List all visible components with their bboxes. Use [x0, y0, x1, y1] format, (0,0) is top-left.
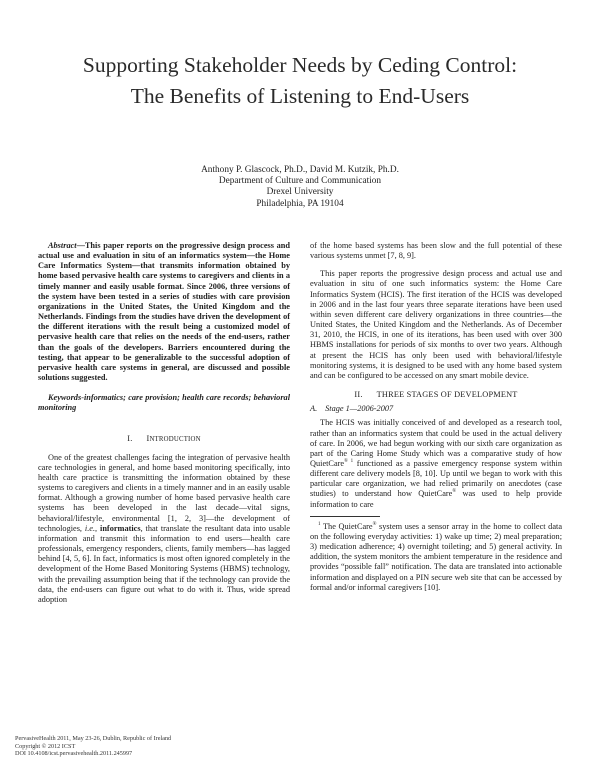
page-footer — [15, 735, 265, 758]
section-number: II. — [354, 390, 363, 400]
footer-copyright: Copyright © 2012 ICST — [15, 742, 76, 750]
footnote-ref: ® 1 — [344, 459, 354, 465]
title-line-1: Supporting Stakeholder Needs by Ceding Control: — [82, 53, 518, 77]
paper-title — [40, 50, 560, 112]
footnote — [310, 522, 562, 593]
section-title: THREE STAGES OF DEVELOPMENT — [376, 390, 518, 400]
footer-conference: PervasiveHealth 2011, May 23-26, Dublin, Republic of Ireland — [15, 735, 172, 742]
abstract — [38, 241, 290, 383]
stage1-paragraph — [310, 418, 562, 509]
title-line-2: The Benefits of Listening to End-Users — [130, 84, 470, 108]
intro-paragraph-continued: of the home based systems has been slow and the full potential of these various systems unmet [7, 8, 9]. — [310, 241, 562, 261]
section-title-initial: I — [146, 433, 150, 443]
intro-paragraph — [38, 453, 290, 605]
left-column — [38, 241, 290, 605]
intro-text-a: One of the greatest challenges facing the integration of pervasive health care technologies in general, and home based monitoring specifically, into health care practice is transmitting the information obtained by these systems to caregivers and clients in a timely manner and in an easily usable format. Although a growing number of home based pervasive health care systems has been developed in the last decade—vital signs, behavioral/lifestyle, environmental [1, 2, 3]—the development of technologies, — [38, 452, 290, 533]
subsection-heading — [310, 404, 562, 414]
section-number: I. — [127, 433, 133, 443]
author-block — [150, 165, 450, 210]
intro-text-b: , — [95, 523, 101, 533]
subsection-label: A. — [310, 404, 318, 414]
author-university: Drexel University — [266, 187, 334, 198]
registered-mark: ® — [452, 489, 457, 495]
footer-doi: DOI 10.4108/icst.pervasivehealth.2011.245997 — [15, 750, 133, 758]
intro-ie: i.e. — [84, 523, 96, 533]
stage1-text-b: functioned as a passive emergency response system within different care delivery models [8, 10]. Up until we began to work with this particular care organization, we had relied primarily on anecdotes (case studies) to understand how QuietCare — [310, 458, 562, 499]
footnote-text-b: system uses a sensor array in the home to collect data on the following everyday activities: 1) wake up time; 2) meal preparation; 3) medication adherence; 4) overnight toileting; and 5) general activity. In addition, the system monitors the ambient temperature in the residence and provides “possible fall” notification. The data are translated into actionable information and displayed on a PIN secure web site that can be accessed by formal and/or informal caregivers [10]. — [310, 521, 562, 592]
right-column — [310, 241, 562, 593]
stage1-text-a: The HCIS was initially conceived of and developed as a research tool, rather than an informatics system that could be used in the actual delivery of care. In 2006, we had begun working with our sixth care organization as part of the Caring Home Study which was a comparative study of how QuietCare — [310, 418, 562, 468]
stage1-text-c: was used to help provide information to care — [310, 489, 562, 509]
keywords: Keywords-informatics; care provision; health care records; behavioral monitoring — [38, 393, 290, 413]
section-heading-introduction — [38, 434, 290, 445]
abstract-text: —This paper reports on the progressive design process and actual use and evaluation in situ of an informatics system—the Home Care Informatics System—that transmits information obtained by home based pervasive health care systems to caregivers and clients in a timely manner and easily usable format. Since 2006, three versions of the system have been tested in a series of studies with care provision organizations in the United States, the United Kingdom and the Netherlands. Findings from the studies have driven the development of the different iterations with the result being a customized model of pervasive health care that relies on the needs of the end-users, rather than the goals of the developers. Barriers encountered during the testing, that appear to be generalizable to the successful adoption of pervasive health care systems in general, are discussed and possible solutions suggested. — [38, 241, 290, 383]
intro-paragraph-2: This paper reports the progressive design process and actual use and evaluation in situ of one such informatics system: the Home Care Informatics System (HCIS). The first iteration of the HCIS was developed in 2006 and in the last four years three separate iterations have been used within seven different care delivery organizations in three countries—the United States, the United Kingdom and the Netherlands. As of December 31, 2010, the HCIS, in one of its iterations, has been used with over 300 HBMS installations for periods of six months to over two years. Although at present the HCIS has only been used with behavioral/lifestyle monitoring systems, it is designed to be used with any home based system and can be configured to be accessed on any smart mobile device. — [310, 269, 562, 380]
intro-bold-term: informatics — [100, 523, 141, 533]
abstract-label: Abstract — [48, 241, 77, 250]
subsection-title: Stage 1—2006-2007 — [325, 404, 394, 414]
footnote-registered-mark: ® — [372, 521, 377, 527]
section-title-rest: NTRODUCTION — [149, 435, 201, 443]
author-names: Anthony P. Glascock, Ph.D., David M. Kutzik, Ph.D. — [201, 165, 399, 175]
author-department: Department of Culture and Communication — [218, 176, 382, 187]
intro-text-c: , that translate the resultant data into usable information and transmit this information to end users—health care professionals, emergency responders, clients, family members—has lagged behind [4, 5, 6]. In fact, informatics is most often ignored completely in the development of the Home Based Monitoring Systems (HBMS) technology, with the prevailing assumption being that if the technology can provide the data, the end-users can figure out what to do with it. Thus, wide spread adoption — [38, 523, 291, 604]
footnote-marker: 1 — [318, 521, 321, 527]
footnote-text-a: The QuietCare — [320, 521, 373, 531]
section-heading-stages — [310, 390, 562, 400]
footnote-divider — [310, 516, 380, 517]
author-location: Philadelphia, PA 19104 — [256, 198, 344, 209]
